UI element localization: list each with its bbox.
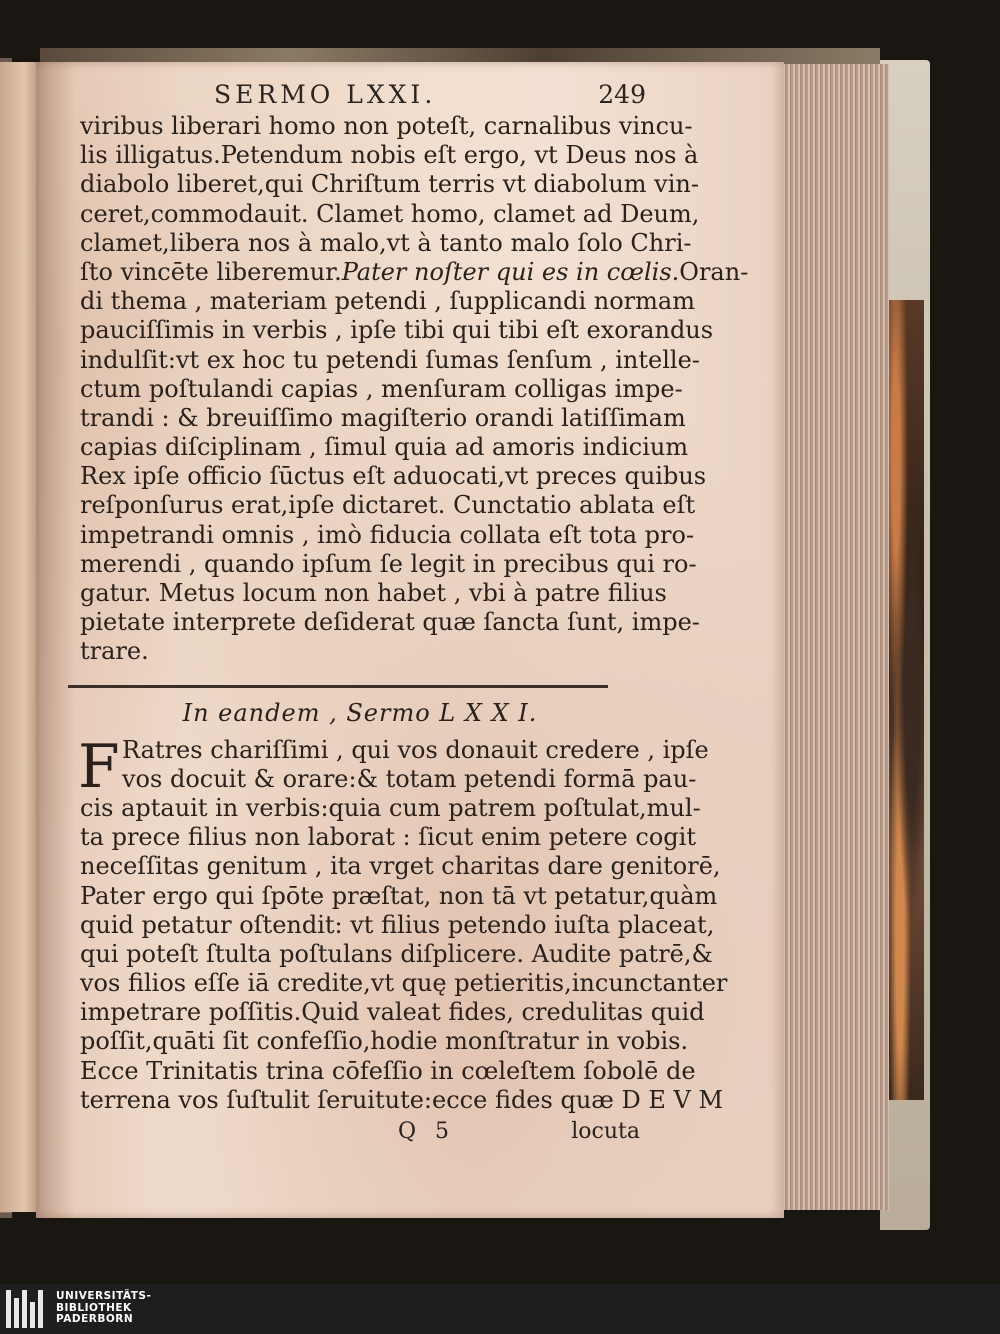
library-logo-icon	[6, 1290, 46, 1328]
text-line: poſſit,quāti ſit confeſſio,hodie monſtratur in vobis.	[80, 1027, 689, 1056]
text-line: trandi : & breuiſſimo magiſterio orandi latiſſimam	[80, 403, 686, 432]
running-head	[80, 80, 646, 112]
text-line: vos docuit & orare:& totam petendi formā pau-	[122, 764, 697, 793]
text-line: neceſſitas genitum , ita vrget charitas dare genitorē,	[80, 852, 721, 881]
text-line: impetrandi omnis , imò fiducia collata eſt tota pro-	[80, 520, 695, 549]
text-block	[78, 80, 749, 1147]
library-name-line: UNIVERSITÄTS-	[56, 1290, 152, 1302]
text-line: Rex ipſe officio ſūctus eſt aduocati,vt preces quibus	[80, 462, 707, 491]
library-banner	[0, 1284, 1000, 1334]
running-title: SERMO LXXI.	[214, 80, 437, 109]
catchword: locuta	[571, 1119, 640, 1144]
text-line: pietate interprete deſiderat quæ ſancta ſunt, impe-	[80, 608, 700, 637]
sermon-1-text	[80, 112, 749, 667]
text-line: terrena vos ſuſtulit ſeruitute:ecce fides quæ D E V M	[80, 1085, 724, 1114]
italic-quotation: Pater noſter qui es in cœlis.	[341, 257, 680, 286]
text-line: Ecce Trinitatis trina cōfeſſio in cœleſtem ſobolē de	[80, 1056, 696, 1085]
text-line: capias diſciplinam , ſimul quia ad amoris indicium	[80, 433, 689, 462]
drop-cap: F	[78, 731, 120, 802]
library-name	[56, 1291, 151, 1326]
book-page	[36, 62, 784, 1218]
marbled-endpaper	[884, 300, 924, 1100]
text-line-with-italic	[80, 257, 749, 287]
page-gutter	[36, 62, 76, 1218]
text-line: Ratres chariſſimi , qui vos donauit credere , ipſe	[122, 735, 709, 764]
facing-page-edge	[0, 62, 40, 1212]
text-line: indulſit:vt ex hoc tu petendi ſumas ſenſum , intelle-	[80, 345, 700, 374]
text-line: gatur. Metus locum non habet , vbi à patre filius	[80, 579, 667, 607]
text-line: ceret,commodauit. Clamet homo, clamet ad Deum,	[80, 199, 700, 228]
text-run: ſto vincēte liberemur.	[80, 257, 342, 286]
text-line: cis aptauit in verbis:quia cum patrem poſtulat,mul-	[80, 793, 701, 822]
text-line: Pater ergo qui ſpōte præſtat, non tā vt petatur,quàm	[80, 881, 718, 910]
text-line: trare.	[80, 637, 149, 666]
text-line: pauciſſimis in verbis , ipſe tibi qui tibi eſt exorandus	[80, 316, 714, 345]
text-line: quid petatur oſtendit: vt filius petendo iuſta placeat,	[80, 910, 715, 939]
text-line: impetrare poſſitis.Quid valeat fides, credulitas quid	[80, 998, 705, 1027]
text-run: Oran-	[679, 257, 749, 286]
text-line: merendi , quando ipſum ſe legit in precibus qui ro-	[80, 549, 697, 578]
text-line: lis illigatus.Petendum nobis eſt ergo, vt Deus nos à	[80, 141, 699, 170]
text-line: ta prece filius non laborat : ſicut enim petere cogit	[80, 823, 696, 852]
library-name-line: BIBLIOTHEK	[56, 1301, 132, 1314]
sermon-2-text	[78, 731, 728, 1115]
text-line: diabolo liberet,qui Chriſtum terris vt diabolum vin-	[80, 170, 699, 199]
text-line: vos filios eſſe iā credite,vt quę petieritis,incunctanter	[80, 969, 728, 998]
page-footer	[80, 1117, 640, 1147]
signature-mark: Q 5	[398, 1119, 456, 1144]
section-divider	[68, 685, 608, 688]
text-line: qui poteſt ſtulta poſtulans diſplicere. Audite patrē,&	[80, 939, 713, 968]
library-name-line: PADERBORN	[56, 1313, 134, 1325]
sermon-heading: In eandem , Sermo L X X I.	[182, 698, 538, 727]
text-line: di thema , materiam petendi , ſupplicandi normam	[80, 287, 695, 316]
text-line: viribus liberari homo non poteſt, carnalibus vincu-	[80, 112, 693, 140]
text-line: clamet,libera nos à malo,vt à tanto malo ſolo Chri-	[80, 228, 692, 257]
text-line: ctum poſtulandi capias , menſuram colligas impe-	[80, 374, 683, 403]
page-number: 249	[598, 80, 646, 109]
page-fore-edge	[780, 64, 889, 1210]
text-line: reſponſurus erat,ipſe dictaret. Cunctatio ablata eſt	[80, 491, 696, 520]
